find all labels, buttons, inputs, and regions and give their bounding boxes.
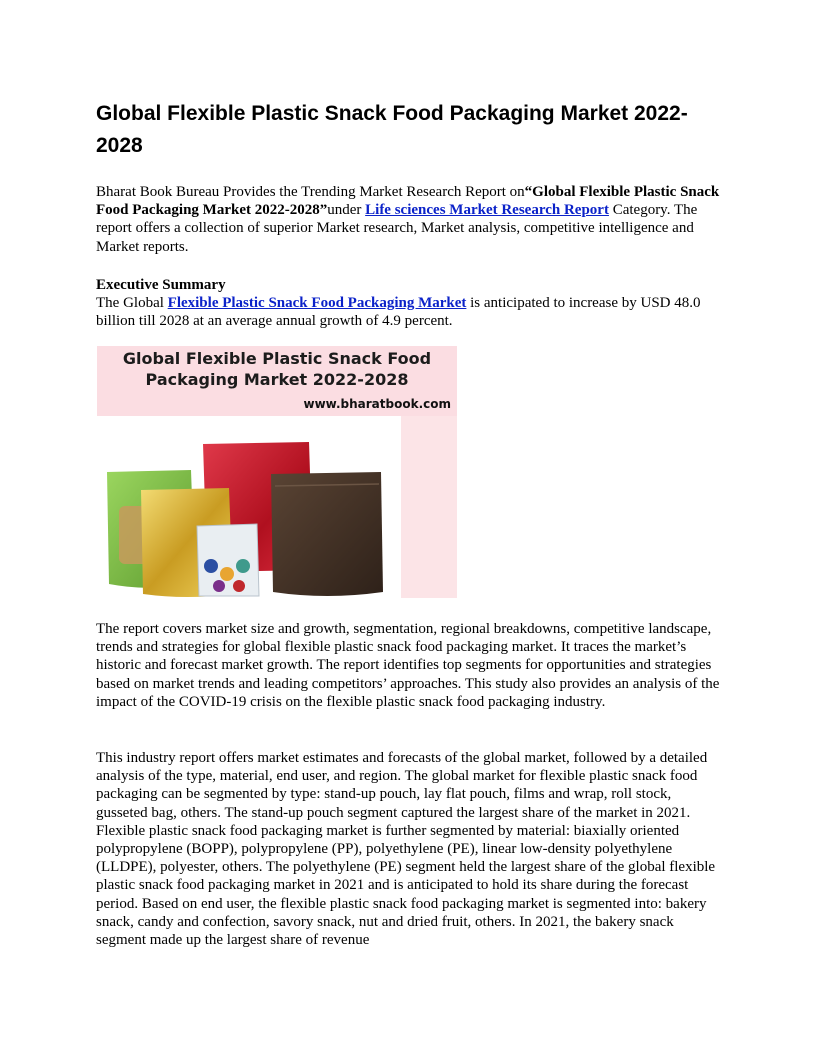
executive-summary	[96, 276, 720, 331]
clear-pouch	[197, 524, 259, 596]
market-link[interactable]: Flexible Plastic Snack Food Packaging Market	[167, 295, 467, 312]
pouches-illustration	[97, 416, 401, 598]
intro-paragraph	[96, 183, 720, 256]
pouches-photo	[97, 416, 401, 598]
intro-under: under	[327, 202, 366, 219]
summary-suffix: is anticipated to increase by USD 48.0 billion till 2028 at an average annual growth of 4.9 percent.	[96, 295, 701, 330]
candy-3	[236, 559, 250, 573]
candy-2	[220, 567, 234, 581]
report-banner-image	[97, 346, 457, 598]
banner-title-line-1: Global Flexible Plastic Snack Food	[122, 349, 432, 368]
candy-1	[204, 559, 218, 573]
banner-title	[97, 348, 457, 390]
executive-summary-heading: Executive Summary	[96, 277, 226, 293]
banner-url: www.bharatbook.com	[303, 397, 451, 411]
candy-5	[233, 580, 245, 592]
candy-4	[213, 580, 225, 592]
intro-suffix: Category. The report offers a collection of superior Market research, Market analysis, competitive intelligence and Market reports.	[96, 202, 698, 255]
intro-prefix: Bharat Book Bureau Provides the Trending Market Research Report on	[96, 184, 525, 200]
body-paragraph-2: This industry report offers market estimates and forecasts of the global market, followed by a detailed analysis of the type, material, end user, and region. The global market for flexible plastic snack food packaging can be segmented by type: stand-up pouch, lay flat pouch, films and wrap, roll stock, gusseted bag, others. The stand-up pouch segment captured the largest share of the market in 2021. Flexible plastic snack food packaging market is further segmented by material: biaxially oriented polypropylene (BOPP), polypropylene (PP), polyethylene (PE), linear low-density polyethylene (LLDPE), polyester, others. The polyethylene (PE) segment held the largest share of the global flexible plastic snack food packaging market in 2021 and is anticipated to hold its share during the forecast period. Based on end user, the flexible plastic snack food packaging market is segmented into: bakery snack, candy and confection, savory snack, nut and dried fruit, others. In 2021, the bakery snack segment made up the largest share of revenue	[96, 750, 716, 949]
summary-prefix: The Global	[96, 295, 168, 312]
page-title: Global Flexible Plastic Snack Food Packaging Market 2022-2028	[96, 102, 688, 157]
brown-pouch	[271, 472, 383, 596]
body-paragraph-1: The report covers market size and growth, segmentation, regional breakdowns, competitive landscape, trends and strategies for global flexible plastic snack food packaging market. It traces the market’s historic and forecast market growth. The report identifies top segments for opportunities and strategies based on market trends and leading competitors’ approaches. This study also provides an analysis of the impact of the COVID-19 crisis on the flexible plastic snack food packaging industry.	[96, 621, 720, 710]
banner-title-line-2: Packaging Market 2022-2028	[145, 370, 409, 389]
report-name: “Global Flexible Plastic Snack Food Packaging Market 2022-2028”	[96, 184, 720, 219]
category-link[interactable]: Life sciences Market Research Report	[365, 202, 609, 219]
